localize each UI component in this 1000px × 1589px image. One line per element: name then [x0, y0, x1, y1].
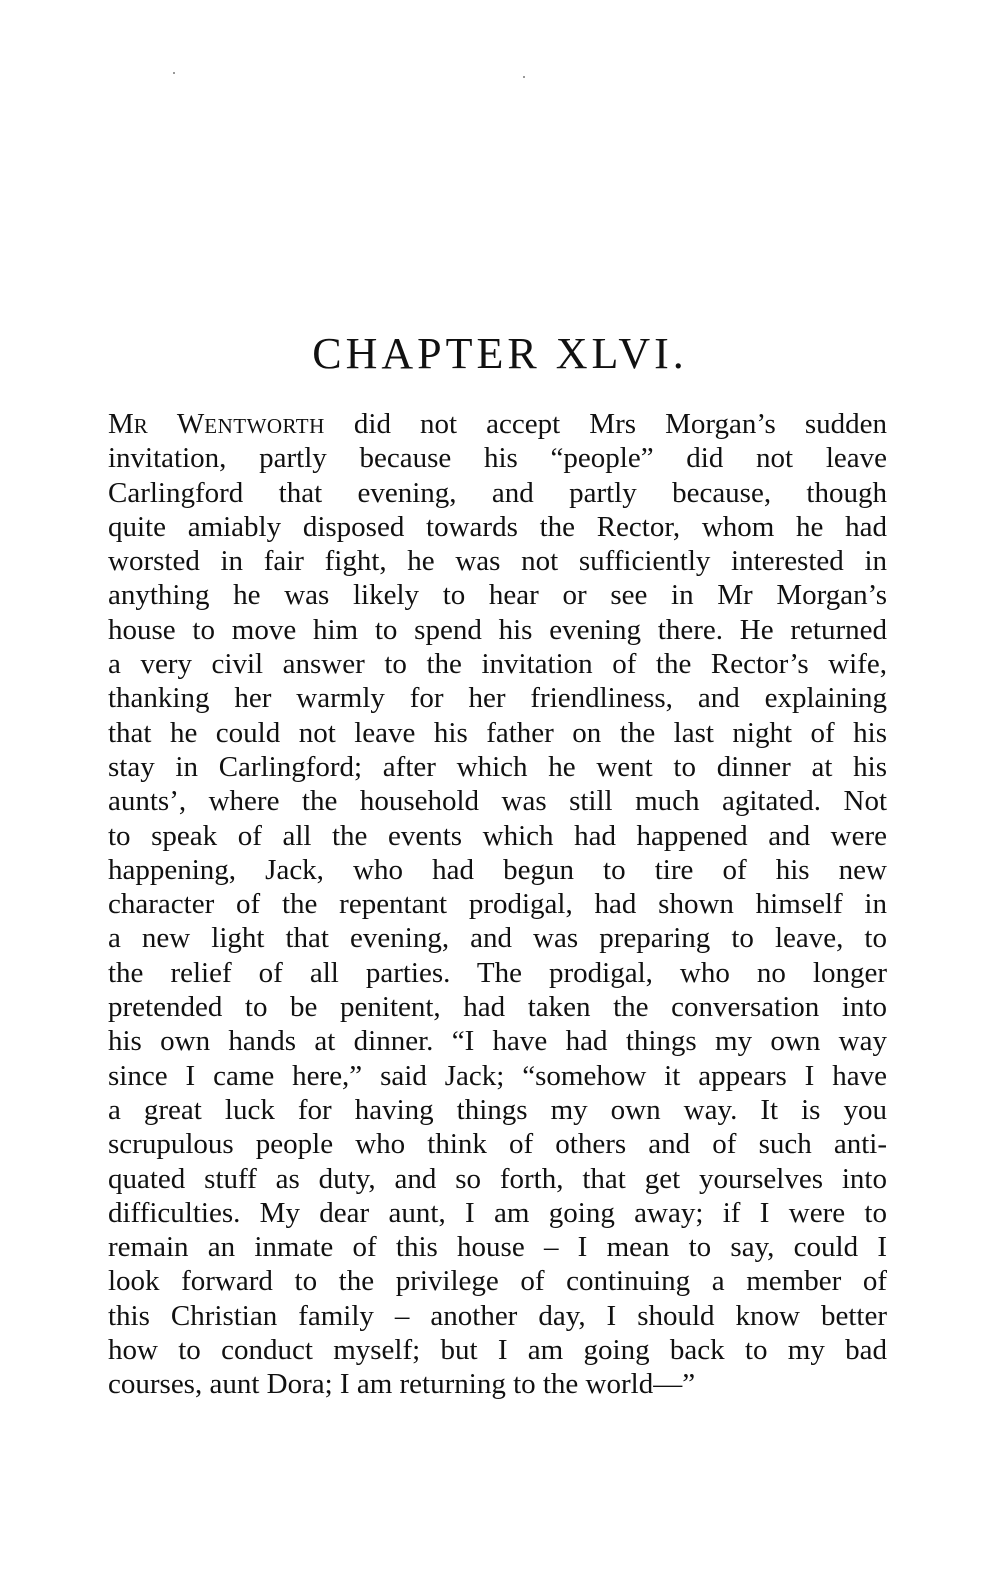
text-line-26: look forward to the privilege of continuing a member of: [108, 1265, 887, 1298]
text-line-12: aunts’, where the household was still much agitated. Not: [108, 785, 887, 818]
text-line-22: scrupulous people who think of others and of such anti-: [108, 1128, 887, 1161]
text-line-15: character of the repentant prodigal, had shown himself in: [108, 888, 887, 921]
chapter-title: CHAPTER XLVI.: [312, 329, 688, 378]
text-line-6: anything he was likely to hear or see in Mr Morgan’s: [108, 579, 887, 612]
text-line-29: courses, aunt Dora; I am returning to the world—”: [108, 1368, 696, 1401]
line-text: did not accept Mrs Morgan’s sudden: [324, 408, 887, 440]
text-line-2: invitation, partly because his “people” did not leave: [108, 442, 887, 475]
text-line-17: the relief of all parties. The prodigal, who no longer: [108, 956, 887, 989]
text-line-8: a very civil answer to the invitation of the Rector’s wife,: [108, 648, 887, 681]
text-line-21: a great luck for having things my own way. It is you: [108, 1093, 887, 1126]
small-caps-text: ENTWORTH: [204, 414, 325, 438]
text-line-4: quite amiably disposed towards the Rector, whom he had: [108, 510, 887, 543]
chapter-body: [108, 407, 887, 1402]
text-line-7: house to move him to spend his evening there. He returned: [108, 613, 887, 646]
text-line-11: stay in Carlingford; after which he went to dinner at his: [108, 750, 887, 783]
scan-speck: [173, 72, 175, 74]
text-line-10: that he could not leave his father on the last night of his: [108, 716, 887, 749]
text-line-25: remain an inmate of this house – I mean to say, could I: [108, 1231, 887, 1264]
text-line-9: thanking her warmly for her friendliness, and explaining: [108, 682, 887, 715]
text-line-14: happening, Jack, who had begun to tire of his new: [108, 853, 887, 886]
text-line-13: to speak of all the events which had happened and were: [108, 819, 887, 852]
small-caps-text: R: [133, 414, 149, 438]
text-line-1: [108, 407, 887, 441]
text-line-24: difficulties. My dear aunt, I am going away; if I were to: [108, 1196, 887, 1229]
text-line-16: a new light that evening, and was preparing to leave, to: [108, 922, 887, 955]
text-line-28: how to conduct myself; but I am going back to my bad: [108, 1334, 887, 1367]
text-line-23: quated stuff as duty, and so forth, that get yourselves into: [108, 1162, 887, 1195]
text-line-19: his own hands at dinner. “I have had things my own way: [108, 1025, 887, 1058]
small-caps-initial: W: [176, 408, 205, 440]
text-line-20: since I came here,” said Jack; “somehow it appears I have: [108, 1059, 887, 1092]
text-line-27: this Christian family – another day, I should know better: [108, 1299, 887, 1332]
text-line-3: Carlingford that evening, and partly because, though: [108, 476, 887, 509]
small-caps-initial: M: [108, 408, 134, 440]
text-line-18: pretended to be penitent, had taken the conversation into: [108, 991, 887, 1024]
text-line-5: worsted in fair fight, he was not sufficiently interested in: [108, 545, 887, 578]
scan-speck: [523, 76, 525, 78]
